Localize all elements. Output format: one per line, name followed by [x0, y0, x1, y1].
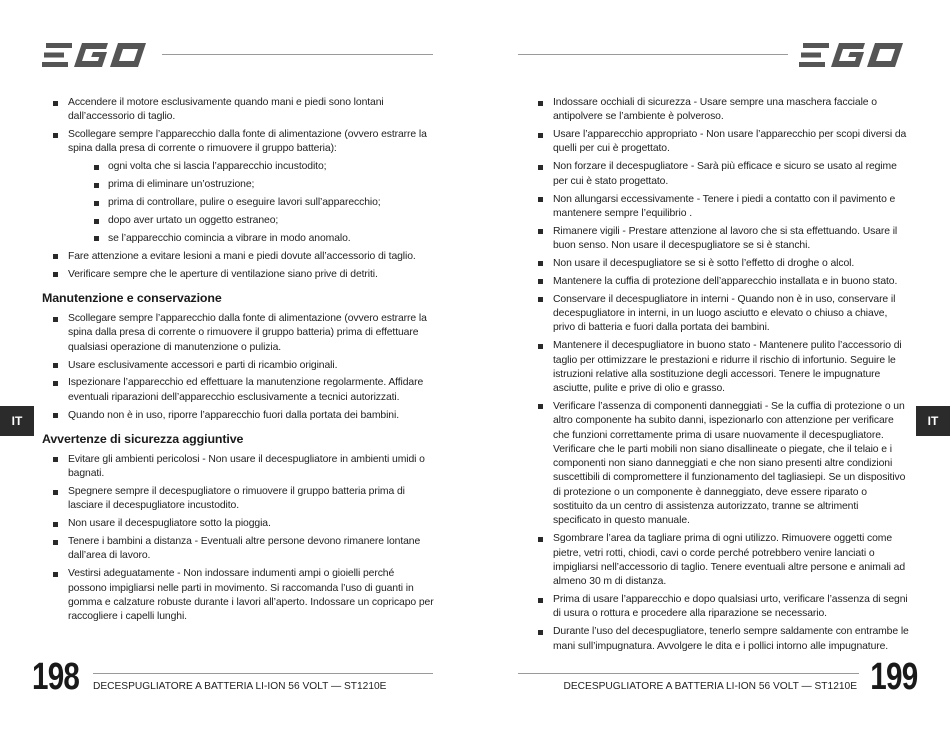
- section-heading-maintenance: Manutenzione e conservazione: [42, 291, 222, 306]
- footer-title: DECESPUGLIATORE A BATTERIA LI-ION 56 VOLT — ST1210E: [93, 681, 387, 692]
- sub-list-item: prima di controllare, pulire o eseguire lavori sull’apparecchio;: [68, 196, 434, 210]
- footer-title: DECESPUGLIATORE A BATTERIA LI-ION 56 VOLT — ST1210E: [563, 681, 857, 692]
- list-item: Verificare sempre che le aperture di ventilazione siano prive di detriti.: [42, 268, 434, 282]
- section-heading-safety: Avvertenze di sicurezza aggiuntive: [42, 431, 244, 446]
- page-number: 198: [32, 656, 80, 698]
- right-page: [475, 0, 950, 734]
- header-rule: [518, 54, 788, 55]
- list-item: Non usare il decespugliatore se si è sotto l’effetto di droghe o alcol.: [527, 257, 909, 271]
- list-item: Non allungarsi eccessivamente - Tenere i piedi a contatto con il pavimento e mantenere sempre l’equilibrio .: [527, 193, 909, 222]
- sub-list-item: prima di eliminare un’ostruzione;: [68, 178, 434, 192]
- language-tab: IT: [0, 406, 34, 436]
- list-item-text: Scollegare sempre l’apparecchio dalla fonte di alimentazione (ovvero estrarre la spina dalla presa di corrente o rimuovere il gruppo batteria):: [68, 129, 427, 155]
- list-item: Fare attenzione a evitare lesioni a mani e piedi dovute all’accessorio di taglio.: [42, 250, 434, 264]
- list-item: Durante l’uso del decespugliatore, tenerlo sempre saldamente con entrambe le mani sull’impugnatura. Avvolgere le dita e i pollici intorno alle impugnature.: [527, 625, 909, 654]
- maintenance-list: [42, 312, 434, 423]
- list-item: Prima di usare l’apparecchio e dopo qualsiasi urto, verificare l’assenza di segni di usura o rottura e procedere alla riparazione se necessario.: [527, 593, 909, 622]
- footer-rule: [93, 673, 433, 674]
- list-item: Indossare occhiali di sicurezza - Usare sempre una maschera facciale o antipolvere se l’ambiente è polveroso.: [527, 96, 909, 125]
- list-item: Conservare il decespugliatore in interni - Quando non è in uso, conservare il decespugliatore in interni, in un luogo asciutto e elevato o chiuso a chiave, privo di batteria e fuori dalla portata dei bambini.: [527, 293, 909, 336]
- list-item: Usare l’apparecchio appropriato - Non usare l’apparecchio per scopi diversi da quelli per cui è progettato.: [527, 128, 909, 157]
- list-item: Scollegare sempre l’apparecchio dalla fonte di alimentazione (ovvero estrarre la spina dalla presa di corrente o rimuovere il gruppo batteria) prima di effettuare qualsiasi operazione di manutenzione o pulizia.: [42, 312, 434, 355]
- list-item: Non forzare il decespugliatore - Sarà più efficace e sicuro se usato al regime per cui è stato progettato.: [527, 160, 909, 189]
- left-content: [42, 96, 434, 628]
- safety-list: [42, 453, 434, 625]
- sub-list-item: se l’apparecchio comincia a vibrare in modo anomalo.: [68, 232, 434, 246]
- list-item: Ispezionare l’apparecchio ed effettuare la manutenzione regolarmente. Affidare eventuali riparazioni dell’apparecchio esclusivamente a tecnici autorizzati.: [42, 376, 434, 405]
- list-item: Rimanere vigili - Prestare attenzione al lavoro che si sta effettuando. Usare il buon senso. Non usare il decespugliatore se si è stanchi.: [527, 225, 909, 254]
- list-item: Usare esclusivamente accessori e parti di ricambio originali.: [42, 359, 434, 373]
- footer-rule: [518, 673, 859, 674]
- sub-list: [68, 160, 434, 246]
- list-item: Sgombrare l’area da tagliare prima di ogni utilizzo. Rimuovere oggetti come pietre, vetri rotti, chiodi, cavi o corde perché potrebbero venire lanciati o impigliarsi nell’accessorio di taglio. Tenere eventuali altre persone e animali ad almeno 30 m di distanza.: [527, 532, 909, 589]
- ego-logo-icon: [799, 40, 907, 70]
- right-content: [527, 96, 909, 657]
- list-item: Accendere il motore esclusivamente quando mani e piedi sono lontani dall’accessorio di taglio.: [42, 96, 434, 125]
- list-item: Non usare il decespugliatore sotto la pioggia.: [42, 517, 434, 531]
- list-item: Vestirsi adeguatamente - Non indossare indumenti ampi o gioielli perché possono impigliarsi nelle parti in movimento. Si raccomanda l’uso di guanti in gomma e calzature robuste durante i lavori all’aperto. Indossare un copricapo per raccogliere i capelli lunghi.: [42, 567, 434, 624]
- list-item: Quando non è in uso, riporre l’apparecchio fuori dalla portata dei bambini.: [42, 409, 434, 423]
- list-item: Verificare l’assenza di componenti danneggiati - Se la cuffia di protezione o un altro componente ha subito danni, ispezionarlo con attenzione per verificare che funzioni correttamente prima di usare nuovamente il decespugliatore. Verificare che le parti mobili non siano disallineate o piegate, che il telaio e i componenti non siano danneggiati e che non siano presenti altre condizioni suscettibili di compromettere il funzionamento del tagliasiepi. Se un dispositivo di protezione o un componente è danneggiato, deve essere riparato o sostituito da un centro di assistenza autorizzato, tranne se altrimenti specificato in questo manuale.: [527, 400, 909, 529]
- right-list: [527, 96, 909, 654]
- list-item: Tenere i bambini a distanza - Eventuali altre persone devono rimanere lontane dall’area di lavoro.: [42, 535, 434, 564]
- intro-list: [42, 96, 434, 282]
- list-item: Mantenere la cuffia di protezione dell’apparecchio installata e in buono stato.: [527, 275, 909, 289]
- page-number: 199: [869, 656, 917, 698]
- sub-list-item: dopo aver urtato un oggetto estraneo;: [68, 214, 434, 228]
- list-item: Evitare gli ambienti pericolosi - Non usare il decespugliatore in ambienti umidi o bagnati.: [42, 453, 434, 482]
- sub-list-item: ogni volta che si lascia l’apparecchio incustodito;: [68, 160, 434, 174]
- list-item: [42, 128, 434, 246]
- list-item: Mantenere il decespugliatore in buono stato - Mantenere pulito l’accessorio di taglio per ottimizzare le prestazioni e ridurre il rischio di infortunio. Seguire le istruzioni relative alla sostituzione degli accessori. Tenere le impugnature asciutte, pulite e prive di olio e grasso.: [527, 339, 909, 396]
- language-tab: IT: [916, 406, 950, 436]
- header-rule: [162, 54, 433, 55]
- list-item: Spegnere sempre il decespugliatore o rimuovere il gruppo batteria prima di lasciare il decespugliatore incustodito.: [42, 485, 434, 514]
- ego-logo-icon: [42, 40, 150, 70]
